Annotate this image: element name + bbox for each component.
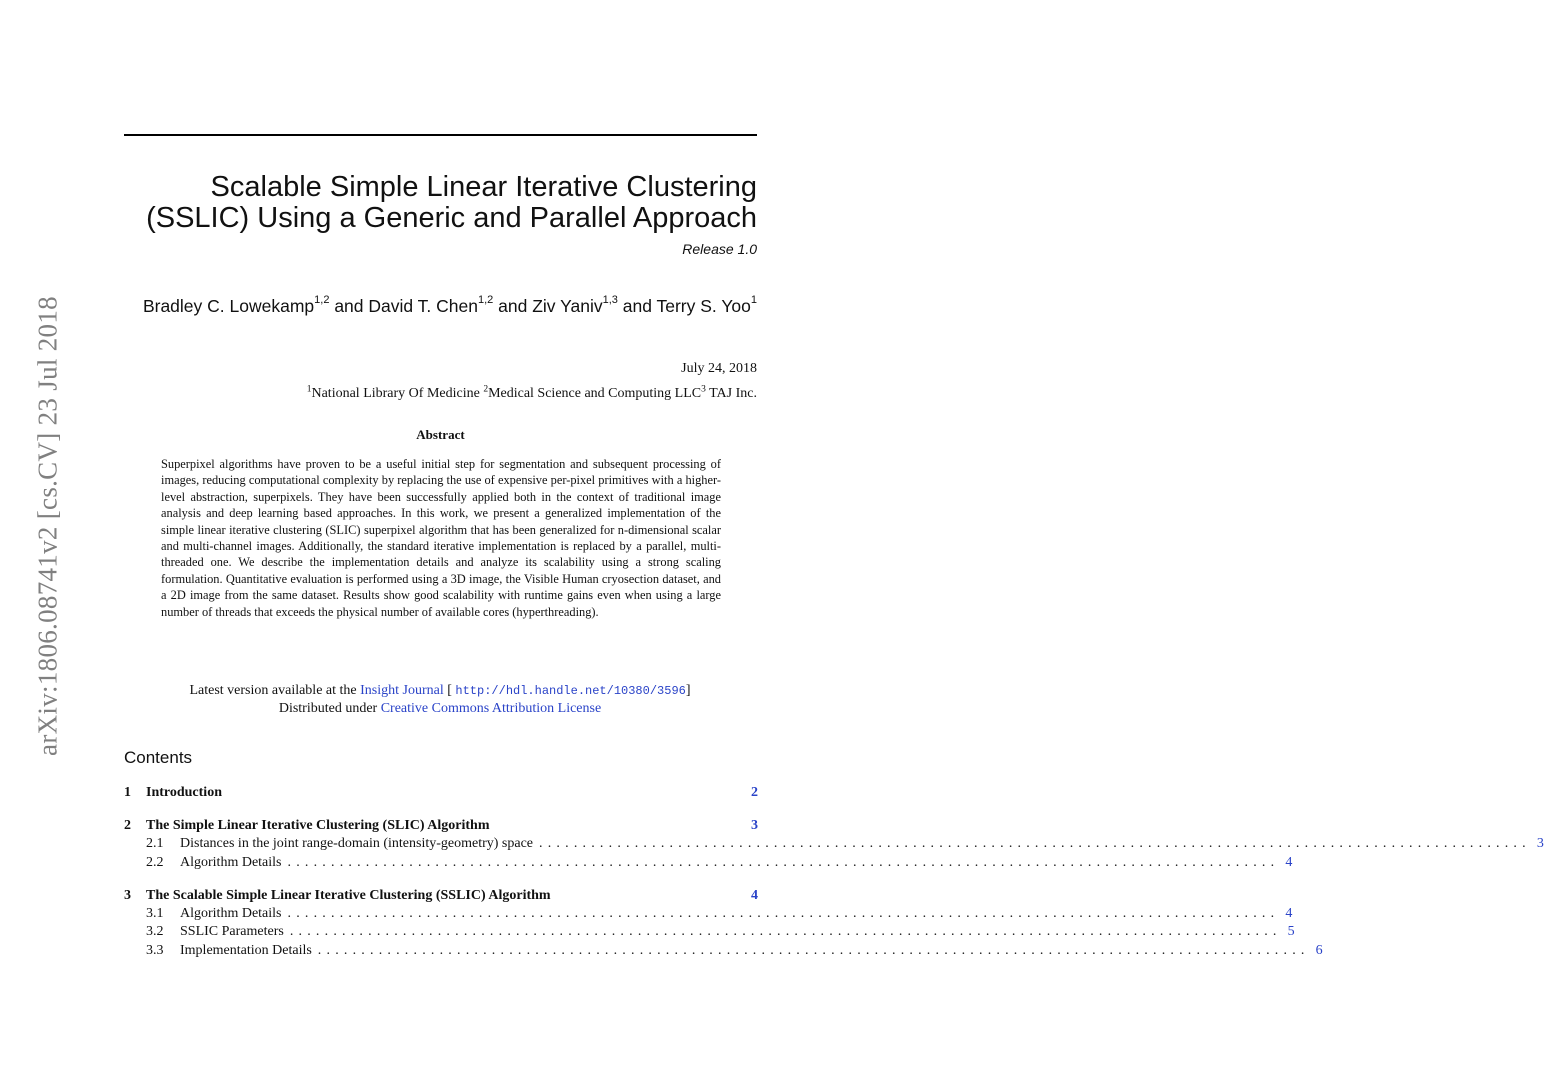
author-name: Terry S. Yoo — [656, 296, 751, 316]
toc-entry-title: Algorithm Details — [180, 906, 282, 921]
author-affiliation-mark: 1 — [750, 294, 757, 307]
handle-url-link[interactable]: http://hdl.handle.net/10380/3596 — [455, 684, 686, 698]
toc-entry[interactable] — [124, 836, 1544, 854]
license-line — [100, 700, 780, 718]
availability-line — [100, 682, 780, 700]
toc-entry-title: Implementation Details — [180, 943, 312, 958]
toc-entry-number: 2.2 — [146, 855, 164, 870]
toc-entry-page[interactable]: 3 — [1536, 836, 1544, 851]
toc-entry-title: The Scalable Simple Linear Iterative Clustering (SSLIC) Algorithm — [146, 888, 551, 903]
author-separator: and — [493, 296, 533, 316]
contents-heading: Contents — [124, 748, 193, 767]
abstract-heading: Abstract — [416, 427, 465, 442]
toc-entry-title: Distances in the joint range-domain (intensity-geometry) space — [180, 836, 534, 851]
affiliation-name: National Library Of Medicine — [311, 386, 484, 401]
toc-entry-number: 2.1 — [146, 836, 164, 851]
toc-entry-page[interactable]: 2 — [751, 785, 758, 800]
author-affiliation-mark: 1,2 — [478, 294, 494, 307]
affiliation-line — [307, 386, 757, 402]
author-list — [110, 296, 757, 317]
affiliation-name: Medical Science and Computing LLC — [488, 386, 702, 401]
paper-title — [100, 172, 757, 234]
toc-entry-page[interactable]: 4 — [751, 888, 758, 903]
toc-leader-dots: .................................................................................................................. — [287, 855, 1280, 870]
toc-leader-dots: .................................................................................................................. — [287, 906, 1280, 921]
toc-entry-number: 1 — [124, 785, 131, 800]
license-prefix: Distributed under — [278, 701, 381, 716]
toc-leader-dots: .................................................................................................................. — [539, 836, 1531, 851]
affiliation-name: TAJ Inc. — [705, 386, 757, 401]
publication-date: July 24, 2018 — [681, 361, 757, 376]
toc-entry[interactable] — [124, 943, 1323, 961]
author-affiliation-mark: 1,3 — [602, 294, 618, 307]
author-name: David T. Chen — [368, 296, 478, 316]
toc-entry-page[interactable]: 6 — [1315, 943, 1323, 958]
toc-leader-dots: .................................................................................................................. — [317, 943, 1310, 958]
paper-title-line-1: Scalable Simple Linear Iterative Clustering — [210, 171, 757, 203]
toc-entry-title: Algorithm Details — [180, 855, 282, 870]
bracket-open: [ — [443, 683, 456, 698]
author-name: Ziv Yaniv — [532, 296, 603, 316]
toc-entry-title: Introduction — [146, 785, 222, 800]
license-link[interactable]: Creative Commons Attribution License — [380, 701, 602, 716]
affiliation-mark: 3 — [701, 384, 706, 395]
toc-entry-page[interactable]: 3 — [751, 818, 758, 833]
arxiv-sidebar-stamp: arXiv:1806.08741v2 [cs.CV] 23 Jul 2018 — [32, 296, 63, 756]
toc-entry[interactable] — [124, 888, 758, 906]
toc-entry-title: The Simple Linear Iterative Clustering (SLIC) Algorithm — [146, 818, 490, 833]
release-label: Release 1.0 — [682, 241, 757, 257]
toc-entry[interactable] — [124, 906, 1293, 924]
author-separator: and — [329, 296, 369, 316]
toc-entry[interactable] — [124, 855, 1293, 873]
toc-entry-page[interactable]: 5 — [1287, 924, 1295, 939]
insight-journal-link[interactable]: Insight Journal — [360, 683, 444, 698]
availability-prefix: Latest version available at the — [189, 683, 361, 698]
title-rule — [124, 134, 757, 136]
toc-entry[interactable] — [124, 924, 1295, 942]
toc-entry-title: SSLIC Parameters — [180, 924, 284, 939]
affiliation-mark: 2 — [483, 384, 489, 395]
toc-leader-dots: .................................................................................................................. — [289, 924, 1282, 939]
toc-entry-number: 3.2 — [146, 924, 164, 939]
toc-entry-page[interactable]: 4 — [1285, 855, 1293, 870]
affiliation-mark: 1 — [306, 384, 312, 395]
paper-title-line-2: (SSLIC) Using a Generic and Parallel Approach — [146, 202, 757, 234]
author-name: Bradley C. Lowekamp — [142, 296, 315, 316]
toc-entry[interactable] — [124, 785, 758, 803]
toc-entry-number: 3 — [124, 888, 131, 903]
bracket-close: ] — [685, 683, 691, 698]
author-affiliation-mark: 1,2 — [314, 294, 330, 307]
author-separator: and — [617, 296, 657, 316]
toc-entry-page[interactable]: 4 — [1285, 906, 1293, 921]
toc-entry-number: 3.3 — [146, 943, 164, 958]
abstract-body: Superpixel algorithms have proven to be a useful initial step for segmentation and subsequent processing of images, reducing computational complexity by replacing the use of expensive per-pixel primitives with a higher-level abstraction, superpixels. They have been successfully applied both in the context of traditional image analysis and deep learning based approaches. In this work, we present a generalized implementation of the simple linear iterative clustering (SLIC) superpixel algorithm that has been generalized for n-dimensional scalar and multi-channel images. Additionally, the standard iterative implementation is replaced by a parallel, multi-threaded one. We describe the implementation details and analyze its scalability using a strong scaling formulation. Quantitative evaluation is performed using a 3D image, the Visible Human cryosection dataset, and a 2D image from the same dataset. Results show good scalability with runtime gains even when using a large number of threads that exceeds the physical number of available cores (hyperthreading). — [161, 457, 721, 619]
availability-notice — [100, 682, 780, 718]
toc-entry-number: 2 — [124, 818, 131, 833]
toc-entry-number: 3.1 — [146, 906, 164, 921]
toc-entry[interactable] — [124, 818, 758, 836]
